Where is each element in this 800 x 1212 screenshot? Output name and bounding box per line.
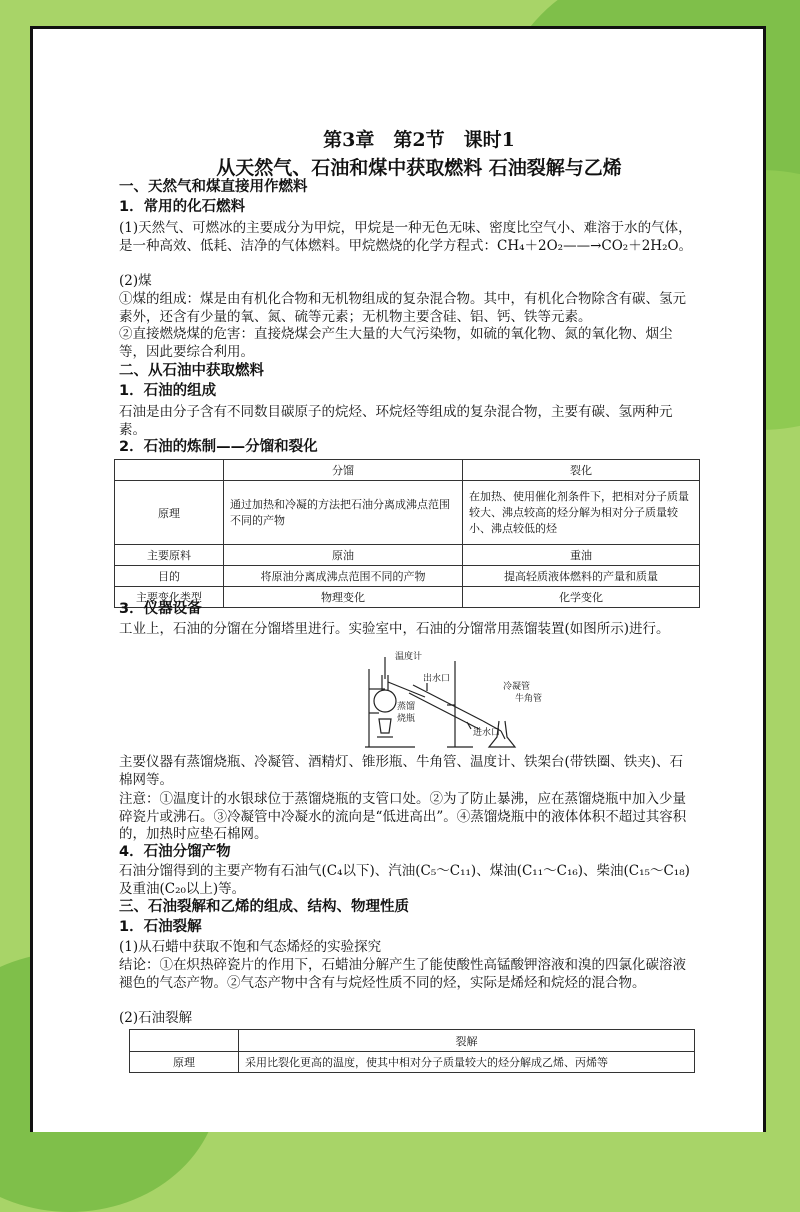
table-cell: 在加热、使用催化剂条件下，把相对分子质量较大、沸点较高的烃分解为相对分子质量较小、沸点较低的烃 [463, 481, 700, 545]
table-cell: 采用比裂化更高的温度，使其中相对分子质量较大的烃分解成乙烯、丙烯等 [239, 1052, 695, 1073]
section3-p1: (1)从石蜡中获取不饱和气态烯烃的实验探究 [119, 939, 382, 955]
section2-sub1: 1．石油的组成 [119, 383, 217, 399]
figure-label: 冷凝管 [503, 682, 531, 692]
table-cell: 主要变化类型 [115, 587, 224, 608]
table-row [130, 1052, 695, 1073]
table-header-row [115, 460, 700, 481]
table-cell: 化学变化 [463, 587, 700, 608]
table-cell: 裂解 [239, 1030, 695, 1052]
figure-label: 烧瓶 [397, 714, 416, 724]
figure-label: 牛角管 [515, 694, 543, 704]
table-header-row [130, 1030, 695, 1052]
section2-sub2: 2．石油的炼制——分馏和裂化 [119, 439, 318, 455]
section2-sub4: 4．石油分馏产物 [119, 844, 231, 860]
table-cell: 物理变化 [224, 587, 463, 608]
table-row [115, 481, 700, 545]
chapter-title: 第3章 第2节 课时1 [323, 129, 515, 151]
section1-sub1: 1．常用的化石燃料 [119, 199, 246, 215]
section3-p3: (2)石油裂解 [119, 1010, 193, 1026]
section1-p3: ①煤的组成：煤是由有机化合物和无机物组成的复杂混合物。其中，有机化合物除含有碳、氢元素外，还含有少量的氧、氮、硫等元素；无机物主要含硅、铝、钙、铁等元素。 [119, 291, 686, 325]
section1-p4: ②直接燃烧煤的危害：直接烧煤会产生大量的大气污染物，如硫的氧化物、氮的氧化物、烟尘等，因此要综合利用。 [119, 326, 673, 360]
section2-sub3: 3．仪器设备 [119, 601, 202, 617]
lesson-title: 从天然气、石油和煤中获取燃料 石油裂解与乙烯 [216, 157, 622, 179]
table-cell: 将原油分离成沸点范围不同的产物 [224, 566, 463, 587]
table-cell: 分馏 [224, 460, 463, 481]
distillation-apparatus-figure [355, 649, 587, 749]
figure-label: 进水口 [473, 728, 501, 738]
table-cell [130, 1030, 239, 1052]
table-cell: 提高轻质液体燃料的产量和质量 [463, 566, 700, 587]
section1-heading: 一、天然气和煤直接用作燃料 [119, 179, 308, 195]
figure-label: 温度计 [395, 652, 423, 662]
section1-p1: (1)天然气、可燃冰的主要成分为甲烷，甲烷是一种无色无味、密度比空气小、难溶于水的气体，是一种高效、低耗、洁净的气体燃料。甲烷燃烧的化学方程式：CH₄＋2O₂——→CO₂＋2H₂O。 [119, 220, 693, 254]
table-cell: 原油 [224, 545, 463, 566]
cracking-table [129, 1029, 695, 1073]
section3-p2: 结论：①在炽热碎瓷片的作用下，石蜡油分解产生了能使酸性高锰酸钾溶液和溴的四氯化碳溶液褪色的气态产物。②气态产物中含有与烷烃性质不同的烃，实际是烯烃和烷烃的混合物。 [119, 957, 686, 991]
document-sheet [30, 26, 766, 1132]
section2-heading: 二、从石油中获取燃料 [119, 363, 264, 379]
table-cell: 原理 [130, 1052, 239, 1073]
section3-heading: 三、石油裂解和乙烯的组成、结构、物理性质 [119, 899, 409, 915]
section1-p2: (2)煤 [119, 273, 152, 289]
figure-label: 出水口 [423, 674, 451, 684]
section2-p3: 主要仪器有蒸馏烧瓶、冷凝管、酒精灯、锥形瓶、牛角管、温度计、铁架台(带铁圈、铁夹)、石棉网等。 [119, 754, 684, 788]
table-cell [115, 460, 224, 481]
table-cell: 重油 [463, 545, 700, 566]
section2-p2: 工业上，石油的分馏在分馏塔里进行。实验室中，石油的分馏常用蒸馏装置(如图所示)进行。 [119, 621, 670, 637]
table-cell: 原理 [115, 481, 224, 545]
table-cell: 主要原料 [115, 545, 224, 566]
figure-label: 蒸馏 [397, 702, 416, 712]
section3-sub1: 1．石油裂解 [119, 919, 202, 935]
table-cell: 裂化 [463, 460, 700, 481]
section2-p1: 石油是由分子含有不同数目碳原子的烷烃、环烷烃等组成的复杂混合物，主要有碳、氢两种元素。 [119, 404, 673, 438]
table-row [115, 566, 700, 587]
table-cell: 通过加热和冷凝的方法把石油分离成沸点范围不同的产物 [224, 481, 463, 545]
table-row [115, 545, 700, 566]
section2-p4: 注意：①温度计的水银球位于蒸馏烧瓶的支管口处。②为了防止暴沸，应在蒸馏烧瓶中加入少量碎瓷片或沸石。③冷凝管中冷凝水的流向是“低进高出”。④蒸馏烧瓶中的液体体积不超过其容积的，加热时应垫石棉网。 [119, 791, 687, 842]
refining-table [114, 459, 700, 608]
table-cell: 目的 [115, 566, 224, 587]
section2-p5: 石油分馏得到的主要产物有石油气(C₄以下)、汽油(C₅～C₁₁)、煤油(C₁₁～C₁₆)、柴油(C₁₅～C₁₈)及重油(C₂₀以上)等。 [119, 863, 690, 897]
